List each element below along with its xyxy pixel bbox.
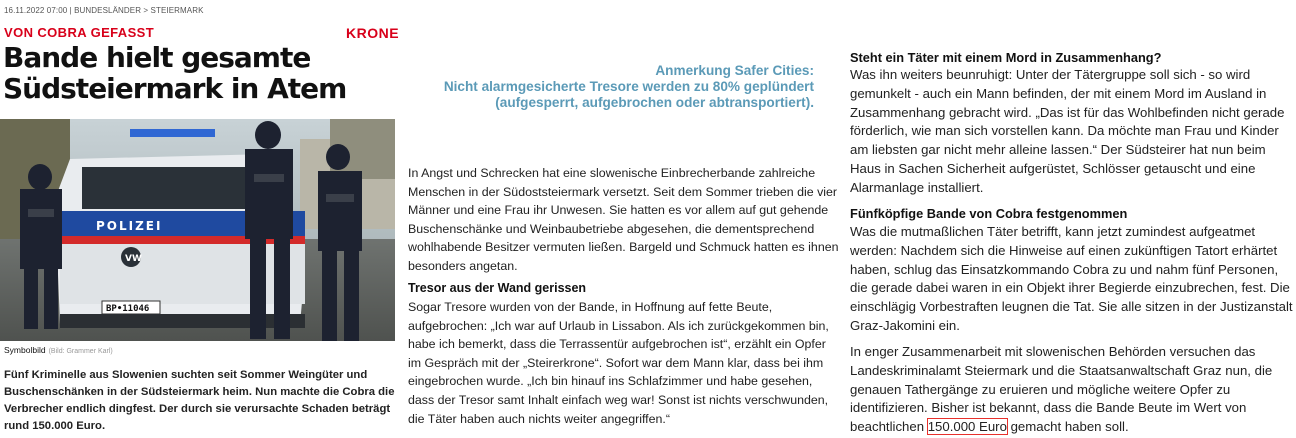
article-paragraph: Sogar Tresore wurden von der Bande, in Hoffnung auf fette Beute, aufgebrochen: „Ich war auf Urlaub in Lissabon. Als ich zurückgekommen bin, habe ich bemerkt, dass die Terrassentür aufgebrochen ist“, erzählt ein Opfer im Gespräch mit der „Steirerkrone“. Sofort war dem Mann klar, dass bei ihm eingebrochen wurde. „Ich bin hinauf ins Schlafzimmer und habe gesehen, dass der Tresor samt Inhalt einfach weg war! Sonst ist nichts verschwunden, die Täter haben auch nichts weiter angegriffen.“	[408, 300, 829, 426]
note-line: (aufgesperrt, aufgebrochen oder abtransportiert).	[495, 95, 814, 110]
paragraph-text: gemacht haben soll.	[1006, 419, 1129, 435]
note-line: Nicht alarmgesicherte Tresore werden zu 80% geplündert	[443, 79, 814, 94]
editor-note	[414, 63, 814, 111]
caption-text: Symbolbild	[4, 345, 46, 355]
police-photo	[0, 119, 395, 341]
license-plate: BP•11046	[106, 304, 150, 314]
article-lead: Fünf Kriminelle aus Slowenien suchten seit Sommer Weingüter und Buschenschänken in der Südsteiermark heim. Nun machte die Cobra die Verbrecher endlich dingfest. Der durch sie verursachte Schaden beträgt rund 150.000 Euro.	[4, 369, 395, 432]
section-heading: Tresor aus der Wand gerissen	[408, 281, 587, 295]
note-title: Anmerkung Safer Cities:	[655, 63, 814, 78]
brand-logo[interactable]: KRONE	[346, 25, 400, 41]
page-title: Bande hielt gesamte Südsteiermark in Atem	[3, 41, 347, 105]
svg-text:VW: VW	[125, 254, 142, 264]
paragraph-text: In enger Zusammenarbeit mit slowenischen Behörden versuchen das Landeskriminalamt Steiermark und die Staatsanwaltschaft Graz nun, die genauen Tathergänge zu eruieren und mögliche weitere Opfer zu identifizieren. Bisher ist bekannt, dass die Bande Beute im Wert von beachtlichen	[850, 344, 1273, 435]
section-heading: Steht ein Täter mit einem Mord in Zusammenhang?	[850, 50, 1162, 65]
vehicle-label: POLIZEI	[96, 219, 163, 233]
article-paragraph: Was die mutmaßlichen Täter betrifft, kann jetzt zumindest aufgeatmet werden: Nachdem sich die Hinweise auf einen zukünftigen Tatort erhärtet haben, schlug das Einsatzkommando Cobra zu und nahm fünf Personen, die gerade dabei waren in ein Objekt ihrer Begierde einzubrechen, fest. Die einschlägig Vorbestraften leugnen die Tat. Sie alle sitzen in der Justizanstalt Graz-Jakomini ein.	[850, 224, 1293, 333]
section-heading: Fünfköpfige Bande von Cobra festgenommen	[850, 206, 1128, 221]
damage-amount-highlight: 150.000 Euro	[927, 419, 1007, 435]
photo-caption	[4, 345, 113, 355]
photo-credit: (Bild: Grammer Karl)	[48, 348, 113, 355]
article-photo	[0, 119, 395, 341]
article-paragraph: In Angst und Schrecken hat eine slowenische Einbrecherbande zahlreiche Menschen in der Südoststeiermark versetzt. Seit dem Sommer trieben die vier Männer und eine Frau ihr Unwesen. Sie hatten es vor allem auf gut gehende Buschenschänke und Weinbaubetriebe abgesehen, die dementsprechend wohlhabende Besitzer vermuten ließen. Bargeld und Schmuck hatten es ihnen besonders angetan.	[408, 166, 839, 273]
kicker: VON COBRA GEFASST	[4, 25, 155, 40]
article-paragraph	[850, 343, 1294, 437]
dateline: 16.11.2022 07:00 | BUNDESLÄNDER > STEIERMARK	[4, 6, 204, 15]
article-paragraph: Was ihn weiters beunruhigt: Unter der Tätergruppe soll sich - so wird gemunkelt - auch ein Mann befinden, der mit einem Mord im Ausland in Zusammenhang gebracht wird. „Das ist für das Wohlbefinden nicht gerade förderlich, wie man sich vorstellen kann. Da möchte man Frau und Kinder am liebsten gar nicht mehr alleine lassen.“ Der Südsteirer hat nun beim Haus in Sachen Sicherheit aufgerüstet, Schlösser getauscht und eine Alarmanlage installiert.	[850, 67, 1285, 195]
